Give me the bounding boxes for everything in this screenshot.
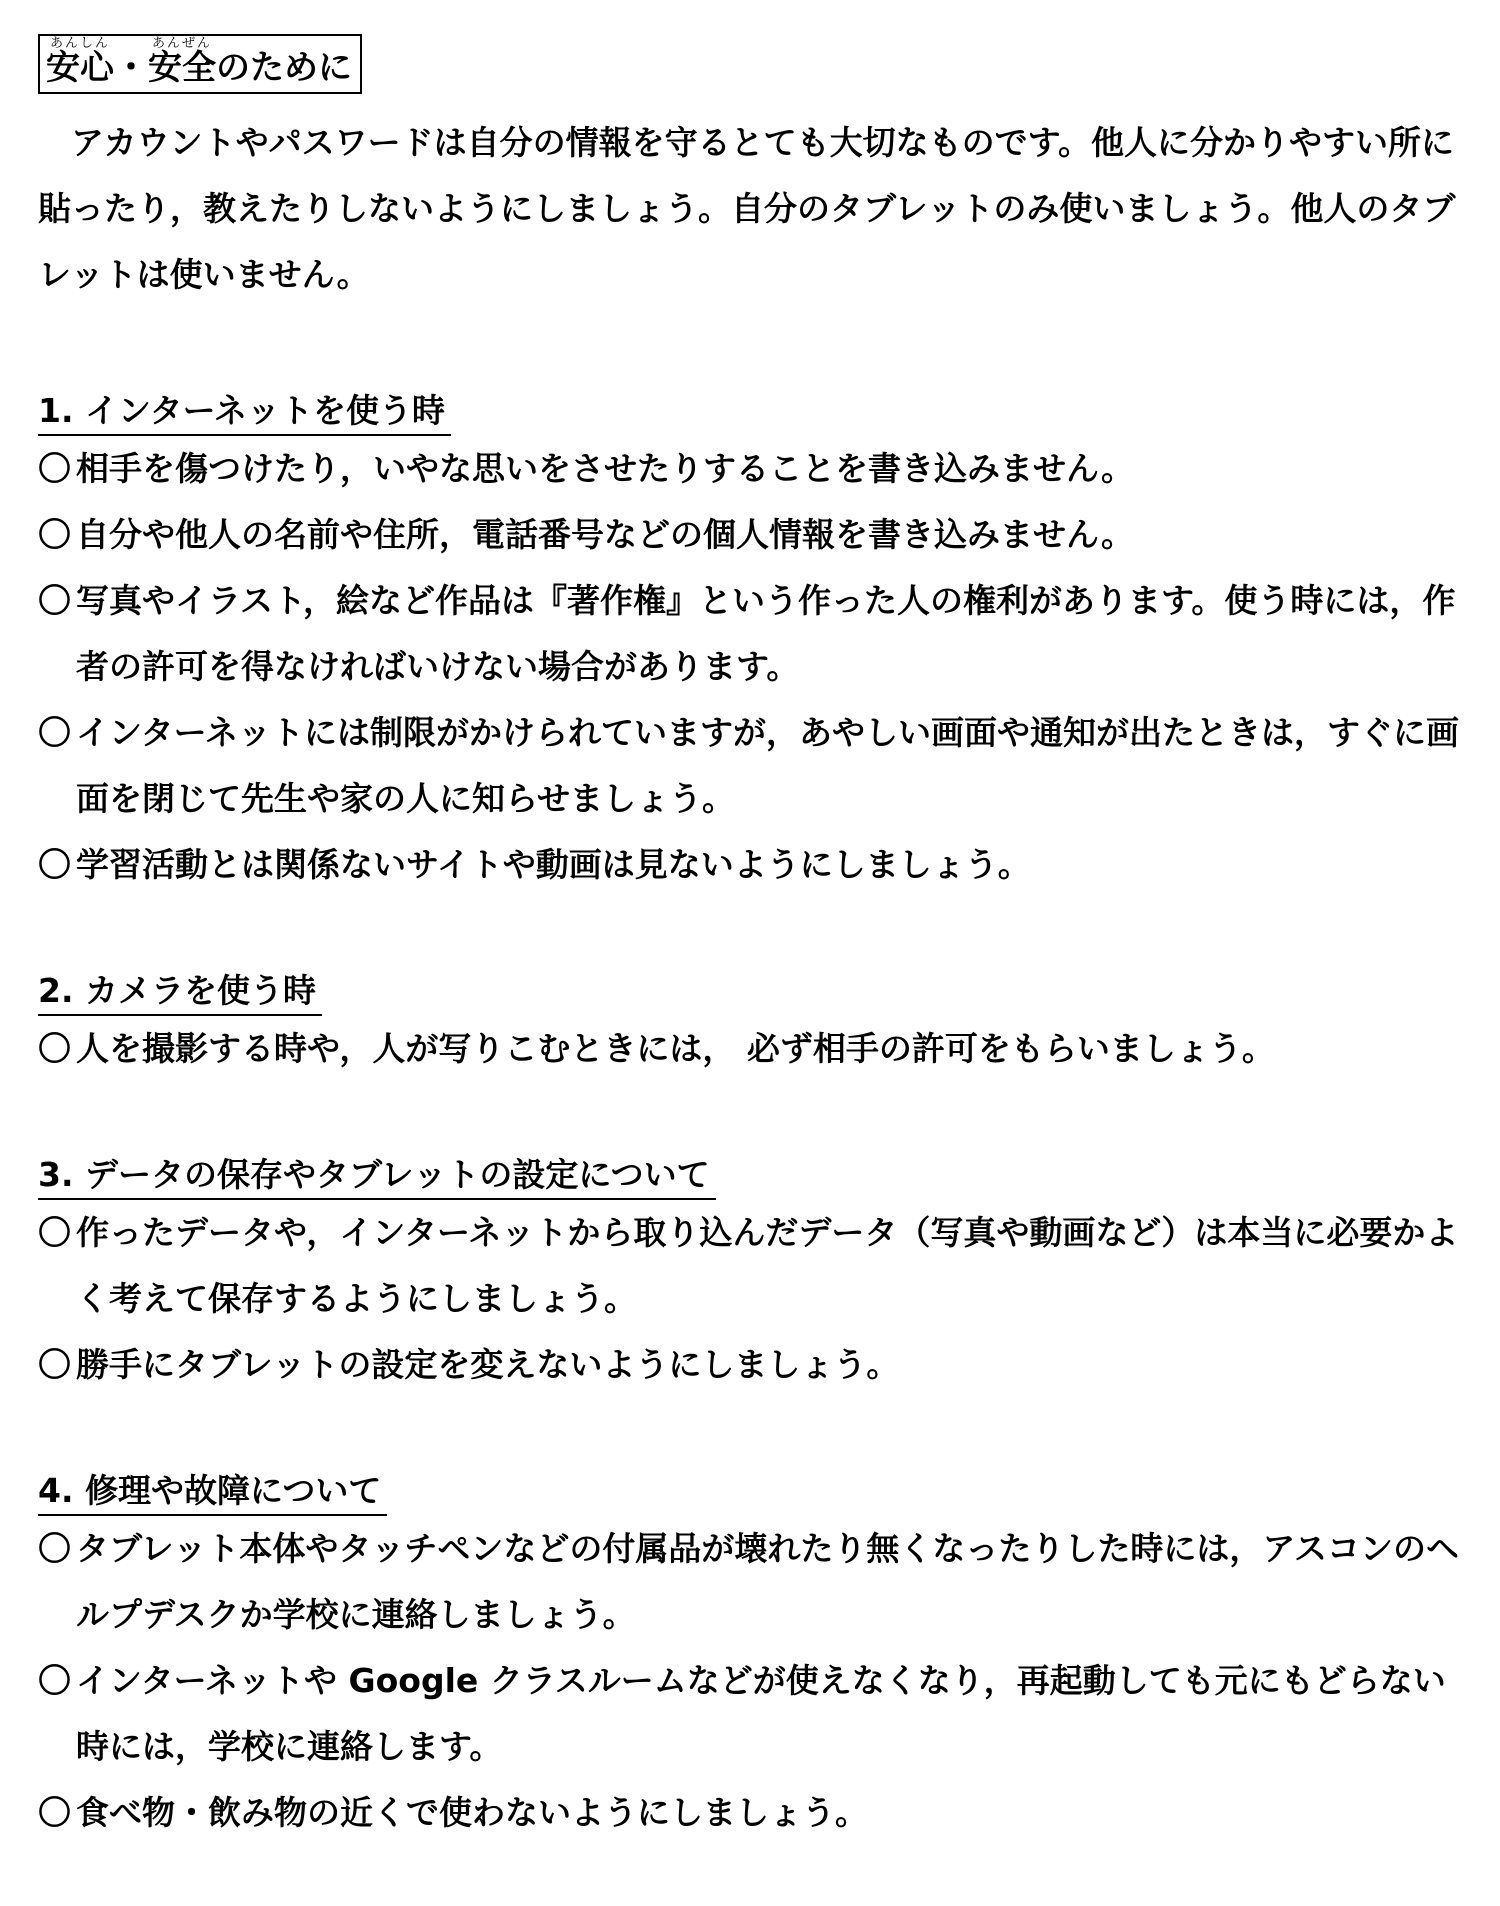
list-item xyxy=(38,568,1468,700)
bullet-circle-icon: 〇 xyxy=(38,1661,71,1701)
title-word-anzen: 安全あんぜん xyxy=(148,36,216,88)
bullet-circle-icon: 〇 xyxy=(38,580,71,620)
title-ruby-anshin: あんしん xyxy=(46,36,114,51)
bullet-circle-icon: 〇 xyxy=(38,712,71,752)
item-text: 学習活動とは関係ないサイトや動画は見ないようにしましょう。 xyxy=(76,844,1031,884)
section-heading: 1. インターネットを使う時 xyxy=(38,388,451,436)
section-data-settings xyxy=(38,1152,1468,1398)
bullet-circle-icon: 〇 xyxy=(38,1345,71,1385)
list-item xyxy=(38,1780,1468,1846)
page-title: 安心あんしん・安全あんぜんのために xyxy=(38,34,362,94)
item-text: 人を撮影する時や，人が写りこむときには， 必ず相手の許可をもらいましょう。 xyxy=(76,1028,1275,1068)
item-text: タブレット本体やタッチペンなどの付属品が壊れたり無くなったりした時には，アスコンのヘルプデスクか学校に連絡しましょう。 xyxy=(76,1529,1460,1635)
section-heading: 3. データの保存やタブレットの設定について xyxy=(38,1152,716,1200)
list-item xyxy=(38,502,1468,568)
list-item xyxy=(38,1016,1468,1082)
list-item xyxy=(38,1648,1468,1780)
section-repair xyxy=(38,1468,1468,1846)
section-heading: 4. 修理や故障について xyxy=(38,1468,387,1516)
section-heading: 2. カメラを使う時 xyxy=(38,968,322,1016)
bullet-circle-icon: 〇 xyxy=(38,1529,71,1569)
section-camera xyxy=(38,968,1468,1082)
list-item xyxy=(38,1200,1468,1332)
list-item xyxy=(38,1332,1468,1398)
bullet-circle-icon: 〇 xyxy=(38,1028,71,1068)
item-text: 相手を傷つけたり，いやな思いをさせたりすることを書き込みません。 xyxy=(76,448,1134,488)
intro-paragraph: アカウントやパスワードは自分の情報を守るとても大切なものです。他人に分かりやすい所に貼ったり，教えたりしないようにしましょう。自分のタブレットのみ使いましょう。他人のタブレットは使いません。 xyxy=(38,122,1456,294)
bullet-circle-icon: 〇 xyxy=(38,844,71,884)
bullet-circle-icon: 〇 xyxy=(38,1213,71,1253)
bullet-circle-icon: 〇 xyxy=(38,1793,71,1833)
title-ruby-anzen: あんぜん xyxy=(148,36,216,51)
bullet-circle-icon: 〇 xyxy=(38,448,71,488)
list-item xyxy=(38,1516,1468,1648)
item-text: 作ったデータや，インターネットから取り込んだデータ（写真や動画など）は本当に必要かよく考えて保存するようにしましょう。 xyxy=(76,1213,1459,1319)
list-item xyxy=(38,436,1468,502)
list-item xyxy=(38,700,1468,832)
item-text: インターネットや Google クラスルームなどが使えなくなり，再起動しても元にもどらない時には，学校に連絡します。 xyxy=(76,1661,1446,1767)
bullet-circle-icon: 〇 xyxy=(38,514,71,554)
document-page xyxy=(38,34,1468,1846)
title-word-anshin: 安心あんしん xyxy=(46,36,114,88)
item-text: 自分や他人の名前や住所，電話番号などの個人情報を書き込みません。 xyxy=(76,514,1134,554)
item-text: 勝手にタブレットの設定を変えないようにしましょう。 xyxy=(76,1345,900,1385)
item-text: インターネットには制限がかけられていますが，あやしい画面や通知が出たときは，すぐに画面を閉じて先生や家の人に知らせましょう。 xyxy=(76,712,1460,818)
item-text: 食べ物・飲み物の近くで使わないようにしましょう。 xyxy=(76,1793,868,1833)
section-internet xyxy=(38,388,1468,898)
list-item xyxy=(38,832,1468,898)
item-text: 写真やイラスト，絵など作品は『著作権』という作った人の権利があります。使う時には，作者の許可を得なければいけない場合があります。 xyxy=(76,580,1456,686)
